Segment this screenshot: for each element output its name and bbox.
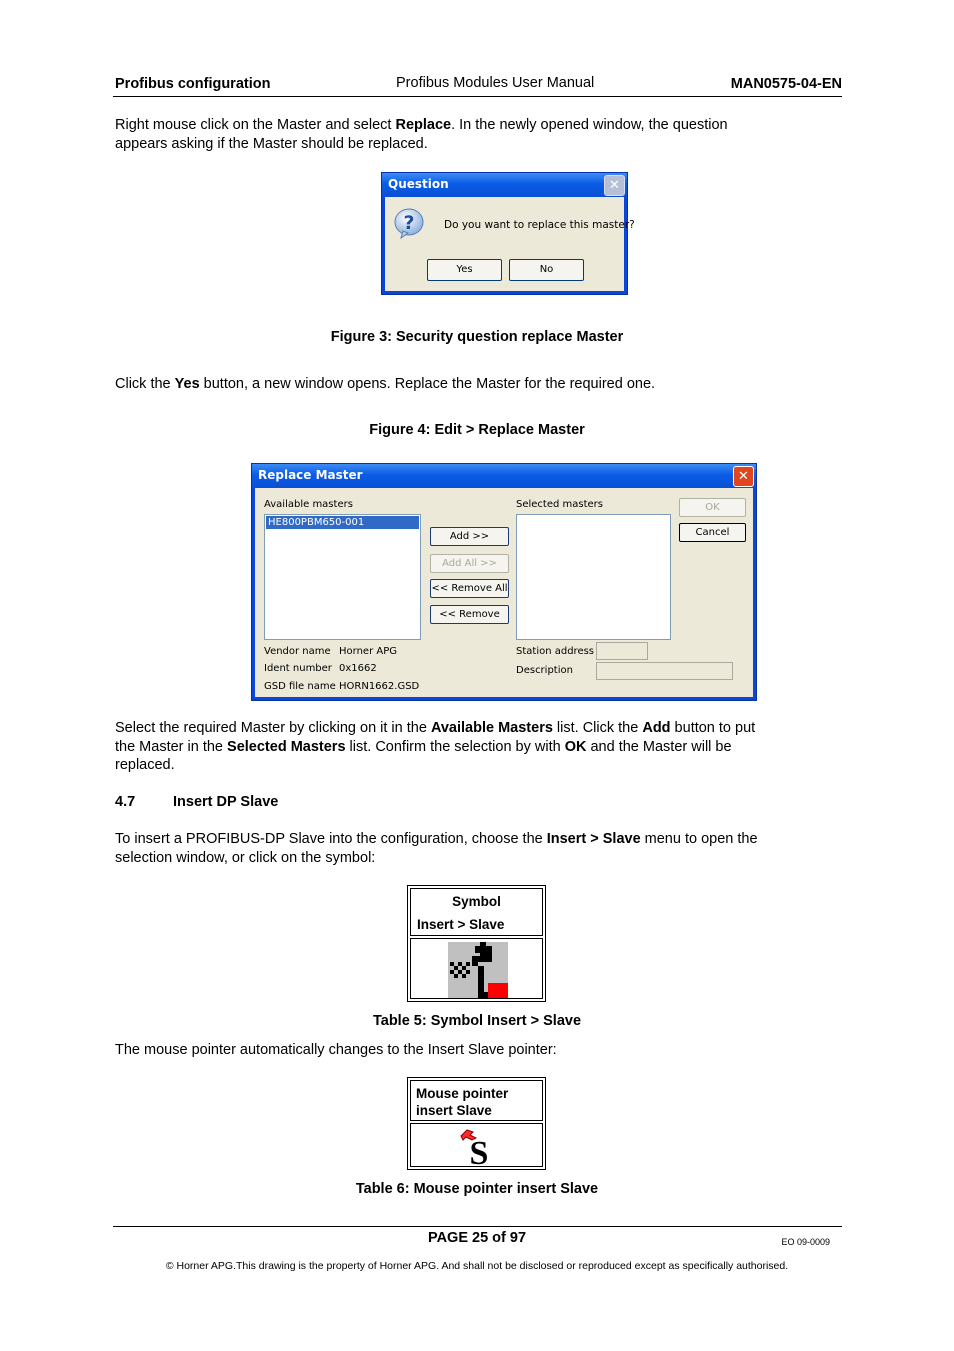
table6-header-line2: insert Slave xyxy=(416,1103,492,1118)
paragraph-insert-slave: To insert a PROFIBUS-DP Slave into the configuration, choose the Insert > Slave menu to open the selection window, or click on the symbol: xyxy=(115,831,758,866)
ident-number-value: 0x1662 xyxy=(339,663,377,674)
replace-master-body xyxy=(255,488,753,697)
question-dialog xyxy=(381,172,635,295)
table6-header-cell xyxy=(410,1080,543,1121)
question-dialog-body xyxy=(385,197,635,291)
insert-slave-pointer-icon xyxy=(457,1126,497,1166)
footer-copyright: © Horner APG.This drawing is the property of Horner APG. And shall not be disclosed or reproduced except as specifically authorised. xyxy=(165,1260,789,1272)
svg-text:S: S xyxy=(469,1135,489,1166)
figure3-caption: Figure 3: Security question replace Master xyxy=(330,329,624,345)
table5-header-line2: Insert > Slave xyxy=(417,917,505,932)
replace-master-titlebar xyxy=(252,464,756,488)
ok-button[interactable]: OK xyxy=(679,498,746,517)
table5-caption: Table 5: Symbol Insert > Slave xyxy=(372,1013,582,1029)
footer-page-number: PAGE 25 of 97 xyxy=(427,1230,527,1246)
svg-text:?: ? xyxy=(403,212,415,234)
paragraph-click-yes: Click the Yes button, a new window opens. Replace the Master for the required one. xyxy=(115,376,656,392)
selected-masters-list[interactable] xyxy=(516,514,671,640)
close-icon[interactable]: ✕ xyxy=(733,466,754,487)
header-section-title: Profibus configuration xyxy=(115,76,271,92)
add-all-button[interactable]: Add All >> xyxy=(430,554,509,573)
remove-button[interactable]: << Remove xyxy=(430,605,509,624)
footer-eo-number: EO 09-0009 xyxy=(781,1237,830,1247)
table5-icon-cell xyxy=(410,938,543,999)
replace-master-title: Replace Master xyxy=(258,468,363,482)
table6-header-line1: Mouse pointer xyxy=(416,1086,509,1101)
question-icon xyxy=(393,207,427,241)
insert-slave-icon xyxy=(448,942,508,998)
paragraph-mouse-pointer: The mouse pointer automatically changes to the Insert Slave pointer: xyxy=(115,1042,557,1058)
question-dialog-title: Question xyxy=(388,177,449,191)
selected-masters-label: Selected masters xyxy=(516,499,604,510)
gsd-file-value: HORN1662.GSD xyxy=(339,681,420,692)
station-address-field[interactable] xyxy=(596,642,648,660)
available-masters-label: Available masters xyxy=(264,499,353,510)
table5-header-cell xyxy=(410,888,543,936)
header-rule xyxy=(113,96,842,97)
paragraph-replace-intro: Right mouse click on the Master and select Replace. In the newly opened window, the question appears asking if the Master should be replaced. xyxy=(115,117,728,152)
section-title: Insert DP Slave xyxy=(173,794,279,810)
vendor-name-label: Vendor name xyxy=(264,646,331,657)
description-field[interactable] xyxy=(596,662,733,680)
ident-number-label: Ident number xyxy=(264,663,332,674)
replace-master-dialog xyxy=(251,463,757,701)
no-button[interactable]: No xyxy=(509,259,584,281)
table6-mouse-pointer xyxy=(407,1077,546,1170)
table5-header-line1: Symbol xyxy=(452,894,501,909)
footer-rule xyxy=(113,1226,842,1227)
paragraph-select-master: Select the required Master by clicking on it in the Available Masters list. Click the Add button to put the Master in the Selected Masters list. Confirm the selection by with OK and the Master will be replaced. xyxy=(115,720,756,773)
table6-icon-cell xyxy=(410,1123,543,1167)
close-icon[interactable]: ✕ xyxy=(604,175,625,196)
cancel-button[interactable]: Cancel xyxy=(679,523,746,542)
yes-button[interactable]: Yes xyxy=(427,259,502,281)
available-master-item[interactable]: HE800PBM650-001 xyxy=(266,516,419,529)
station-address-label: Station address xyxy=(516,646,595,657)
gsd-file-label: GSD file name xyxy=(264,681,336,692)
remove-all-button[interactable]: << Remove All xyxy=(430,579,509,598)
section-number: 4.7 xyxy=(115,794,136,810)
table5-symbol xyxy=(407,885,546,1002)
header-manual-title: Profibus Modules User Manual xyxy=(396,75,595,91)
header-doc-number: MAN0575-04-EN xyxy=(730,76,842,92)
question-message: Do you want to replace this master? xyxy=(444,219,635,231)
available-masters-list[interactable] xyxy=(264,514,421,640)
vendor-name-value: Horner APG xyxy=(339,646,397,657)
figure4-caption: Figure 4: Edit > Replace Master xyxy=(369,422,585,438)
description-label: Description xyxy=(516,665,573,676)
add-button[interactable]: Add >> xyxy=(430,527,509,546)
table6-caption: Table 6: Mouse pointer insert Slave xyxy=(355,1181,599,1197)
question-dialog-titlebar xyxy=(382,173,627,197)
